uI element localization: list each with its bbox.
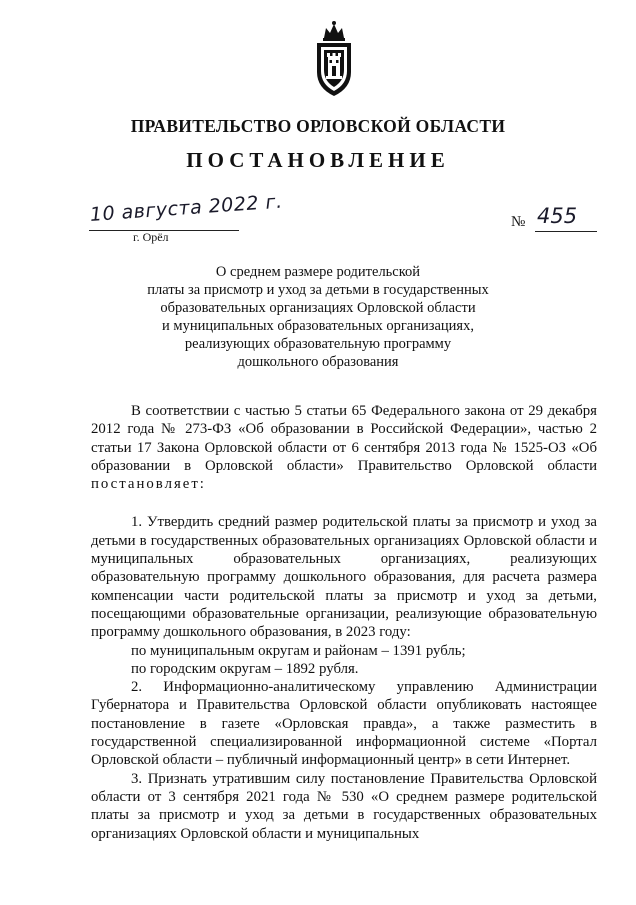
item-3-paragraph: 3. Признать утратившим силу постановление Правительства Орловской области от 3 сентября 2021 года № 530 «О среднем размере родительской платы за присмотр и уход за детьми в государственных образовательных организациях Орловской области и муниципальных	[91, 770, 597, 842]
number-underline	[535, 231, 597, 232]
handwritten-number: 455	[537, 204, 578, 228]
item-1b-paragraph: по городским округам – 1892 рубля.	[131, 660, 359, 677]
coat-of-arms-icon	[313, 20, 355, 100]
item-1a-paragraph: по муниципальным округам и районам – 1391 рубль;	[131, 642, 466, 659]
government-title: ПРАВИТЕЛЬСТВО ОРЛОВСКОЙ ОБЛАСТИ	[130, 116, 506, 136]
subject-line: образовательных организациях Орловской области	[160, 300, 476, 316]
handwritten-date: 10 августа 2022 г.	[89, 190, 284, 226]
document-type-title: ПОСТАНОВЛЕНИЕ	[186, 148, 450, 172]
subject-line: платы за присмотр и уход за детьми в государственных	[147, 282, 489, 298]
document-subject	[120, 263, 516, 371]
city-label: г. Орёл	[133, 230, 169, 244]
subject-line: дошкольного образования	[237, 354, 399, 370]
item-2-paragraph: 2. Информационно-аналитическому управлению Администрации Губернатора и Правительства Орловской области опубликовать настоящее постановление в газете «Орловская правда», а также разместить в государственной специализированной информационной системе «Портал Орловской области – публичный информационный центр» в сети Интернет.	[91, 679, 597, 769]
subject-line: и муниципальных образовательных организациях,	[162, 318, 474, 334]
preamble-paragraph	[91, 402, 597, 493]
item-1-paragraph: 1. Утвердить средний размер родительской платы за присмотр и уход за детьми в государственных образовательных организациях Орловской области и муниципальных образовательных организациях, реализующих образовательную программу дошкольного образования, для расчета размера компенсации части родительской платы за присмотр и уход за детьми, посещающими образовательные организации, реализующие образовательную программу дошкольного образования, в 2023 году:	[91, 514, 597, 641]
number-sign: №	[511, 214, 526, 230]
document-number	[511, 204, 591, 232]
preamble-text: В соответствии с частью 5 статьи 65 Федерального закона от 29 декабря 2012 года № 273-ФЗ «Об образовании в Российской Федерации», частью 2 статьи 17 Закона Орловской области от 6 сентября 2013 года № 1525-ОЗ «Об образовании в Орловской области» Правительство Орловской области	[91, 403, 597, 474]
subject-line: О среднем размере родительской	[215, 264, 421, 280]
decree-word: постановляет:	[91, 476, 206, 493]
subject-line: реализующих образовательную программу	[184, 336, 452, 352]
document-body	[91, 402, 597, 843]
